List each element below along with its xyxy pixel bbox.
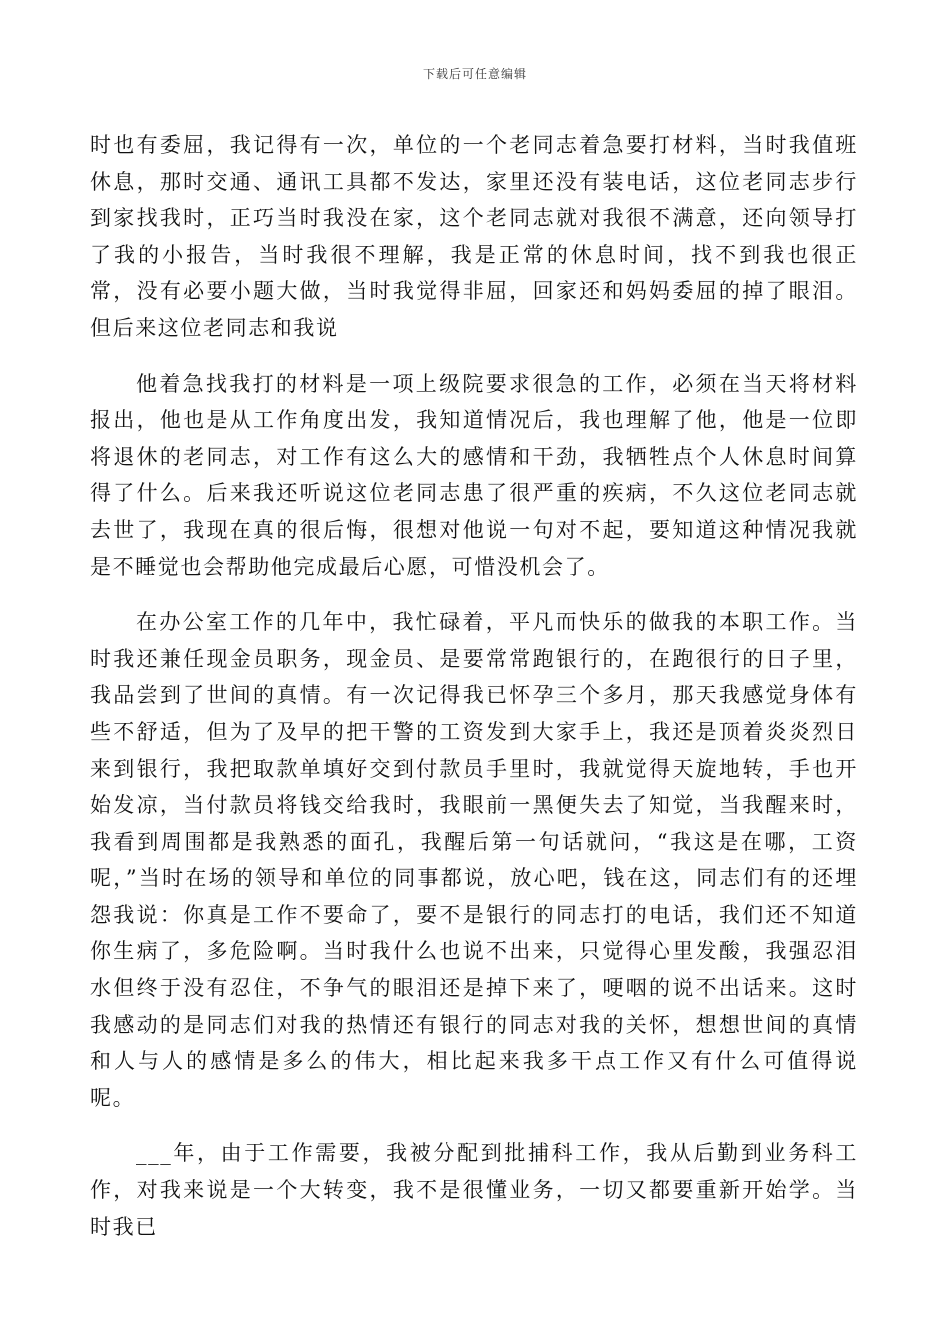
- paragraph: 他着急找我打的材料是一项上级院要求很急的工作，必须在当天将材料报出，他也是从工作角度出发，我知道情况后，我也理解了他，他是一位即将退休的老同志，对工作有这么大的感情和干劲，我牺牲点个人休息时间算得了什么。后来我还听说这位老同志患了很严重的疾病，不久这位老同志就去世了，我现在真的很后悔，很想对他说一句对不起，要知道这种情况我就是不睡觉也会帮助他完成最后心愿，可惜没机会了。: [90, 371, 858, 579]
- document-body: [90, 127, 858, 1245]
- page-header: 下载后可任意编辑: [422, 67, 527, 81]
- paragraph: 在办公室工作的几年中，我忙碌着，平凡而快乐的做我的本职工作。当时我还兼任现金员职务，现金员、是要常常跑银行的，在跑很行的日子里，我品尝到了世间的真情。有一次记得我已怀孕三个多月，那天我感觉身体有些不舒适，但为了及早的把干警的工资发到大家手上，我还是顶着炎炎烈日来到银行，我把取款单填好交到付款员手里时，我就觉得天旋地转，手也开始发凉，当付款员将钱交给我时，我眼前一黑便失去了知觉，当我醒来时，我看到周围都是我熟悉的面孔，我醒后第一句话就问，“我这是在哪，工资呢，”当时在场的领导和单位的同事都说，放心吧，钱在这，同志们有的还埋怨我说：你真是工作不要命了，要不是银行的同志打的电话，我们还不知道你生病了，多危险啊。当时我什么也说不出来，只觉得心里发酸，我强忍泪水但终于没有忍住，不争气的眼泪还是掉下来了，哽咽的说不出话来。这时我感动的是同志们对我的热情还有银行的同志对我的关怀，想想世间的真情和人与人的感情是多么的伟大，相比起来我多干点工作又有什么可值得说呢。: [90, 610, 858, 1110]
- paragraph: 时也有委屈，我记得有一次，单位的一个老同志着急要打材料，当时我值班休息，那时交通、通讯工具都不发达，家里还没有装电话，这位老同志步行到家找我时，正巧当时我没在家，这个老同志就对我很不满意，还向领导打了我的小报告，当时我很不理解，我是正常的休息时间，找不到我也很正常，没有必要小题大做，当时我觉得非屈，回家还和妈妈委屈的掉了眼泪。但后来这位老同志和我说: [90, 133, 858, 340]
- paragraph: ___年，由于工作需要，我被分配到批捕科工作，我从后勤到业务科工作，对我来说是一个大转变，我不是很懂业务，一切又都要重新开始学。当时我已: [90, 1141, 858, 1239]
